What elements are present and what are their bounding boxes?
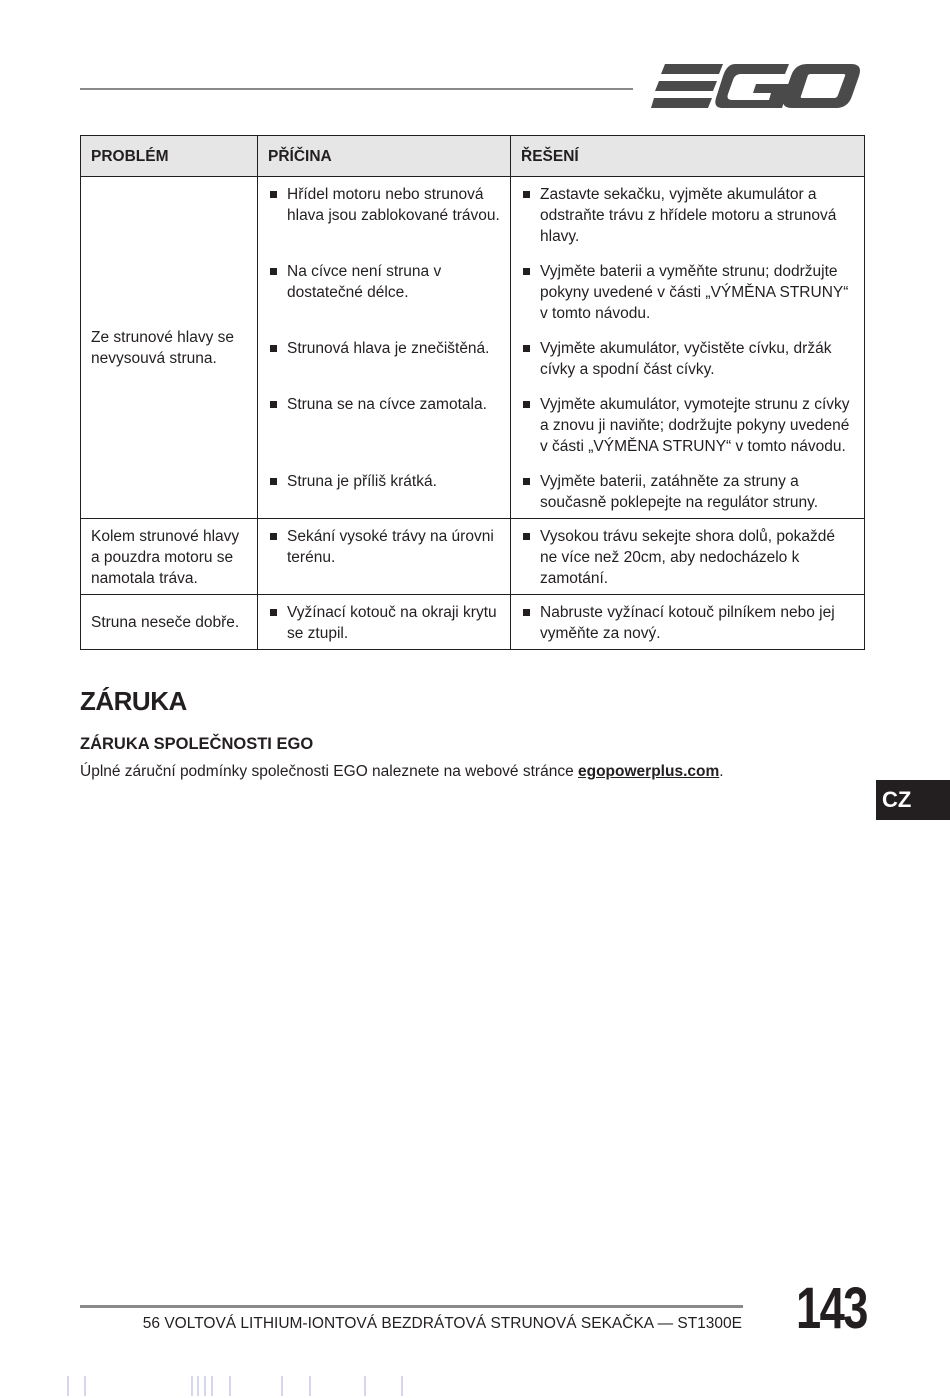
warranty-text-end: . [719,763,724,780]
cause-cell [258,595,511,650]
bullet-square-icon [523,609,530,616]
cause-item: Strunová hlava je znečištěná. [268,338,500,380]
solution-item: Vysokou trávu sekejte shora dolů, pokaždé ne více než 20cm, aby nedocházelo k zamotání. [521,526,854,589]
solution-item: Nabruste vyžínací kotouč pilníkem nebo jej vyměňte za nový. [521,602,854,644]
section-subtitle: ZÁRUKA SPOLEČNOSTI EGO [80,735,314,753]
warranty-text: Úplné záruční podmínky společnosti EGO naleznete na webové stránce [80,763,578,780]
solution-cell [511,177,865,519]
solution-item: Vyjměte akumulátor, vymotejte strunu z cívky a znovu ji naviňte; dodržujte pokyny uvedené v části „VÝMĚNA STRUNY“ v tomto návodu. [521,394,854,457]
bullet-square-icon [523,345,530,352]
bullet-square-icon [523,533,530,540]
bullet-square-icon [270,609,277,616]
bullet-square-icon [523,191,530,198]
print-marks [60,1376,460,1396]
solution-item: Vyjměte akumulátor, vyčistěte cívku, držák cívky a spodní část cívky. [521,338,854,380]
bullet-square-icon [270,478,277,485]
cause-item: Struna je příliš krátká. [268,471,500,513]
bullet-square-icon [270,191,277,198]
solution-item: Zastavte sekačku, vyjměte akumulátor a odstraňte trávu z hřídele motoru a strunová hlavy. [521,184,854,247]
footer-rule [80,1305,743,1308]
troubleshooting-table [80,135,865,650]
cause-item: Struna se na cívce zamotala. [268,394,500,457]
header-problem: PROBLÉM [81,136,258,177]
bullet-square-icon [523,401,530,408]
bullet-square-icon [270,345,277,352]
problem-cell: Ze strunové hlavy se nevysouvá struna. [81,177,258,519]
warranty-paragraph [80,763,724,781]
table-row [81,519,865,595]
bullet-square-icon [270,268,277,275]
solution-item: Vyjměte baterii a vyměňte strunu; dodržujte pokyny uvedené v části „VÝMĚNA STRUNY“ v tomto návodu. [521,261,854,324]
header-solution: ŘEŠENÍ [511,136,865,177]
table-header-row [81,136,865,177]
solution-cell [511,595,865,650]
cause-cell [258,519,511,595]
header-cause: PŘÍČINA [258,136,511,177]
page-number: 143 [796,1276,867,1341]
cause-item: Na cívce není struna v dostatečné délce. [268,261,500,324]
bullet-square-icon [270,533,277,540]
cause-item: Hřídel motoru nebo strunová hlava jsou zablokované trávou. [268,184,500,247]
section-title: ZÁRUKA [80,686,187,716]
table-row [81,177,865,519]
cause-item: Vyžínací kotouč na okraji krytu se ztupil. [268,602,500,644]
website-link[interactable]: egopowerplus.com [578,763,720,780]
language-tab: CZ [876,780,950,820]
footer-title: 56 VOLTOVÁ LITHIUM-IONTOVÁ BEZDRÁTOVÁ STRUNOVÁ SEKAČKA — ST1300E [142,1315,742,1332]
cause-item: Sekání vysoké trávy na úrovni terénu. [268,526,500,568]
table-row [81,595,865,650]
solution-item: Vyjměte baterii, zatáhněte za struny a současně poklepejte na regulátor struny. [521,471,854,513]
ego-logo [651,62,861,114]
header-rule [80,88,633,90]
bullet-square-icon [270,401,277,408]
problem-cell: Kolem strunové hlavy a pouzdra motoru se namotala tráva. [81,519,258,595]
bullet-square-icon [523,478,530,485]
bullet-square-icon [523,268,530,275]
cause-cell [258,177,511,519]
solution-cell [511,519,865,595]
problem-cell: Struna neseče dobře. [81,595,258,650]
